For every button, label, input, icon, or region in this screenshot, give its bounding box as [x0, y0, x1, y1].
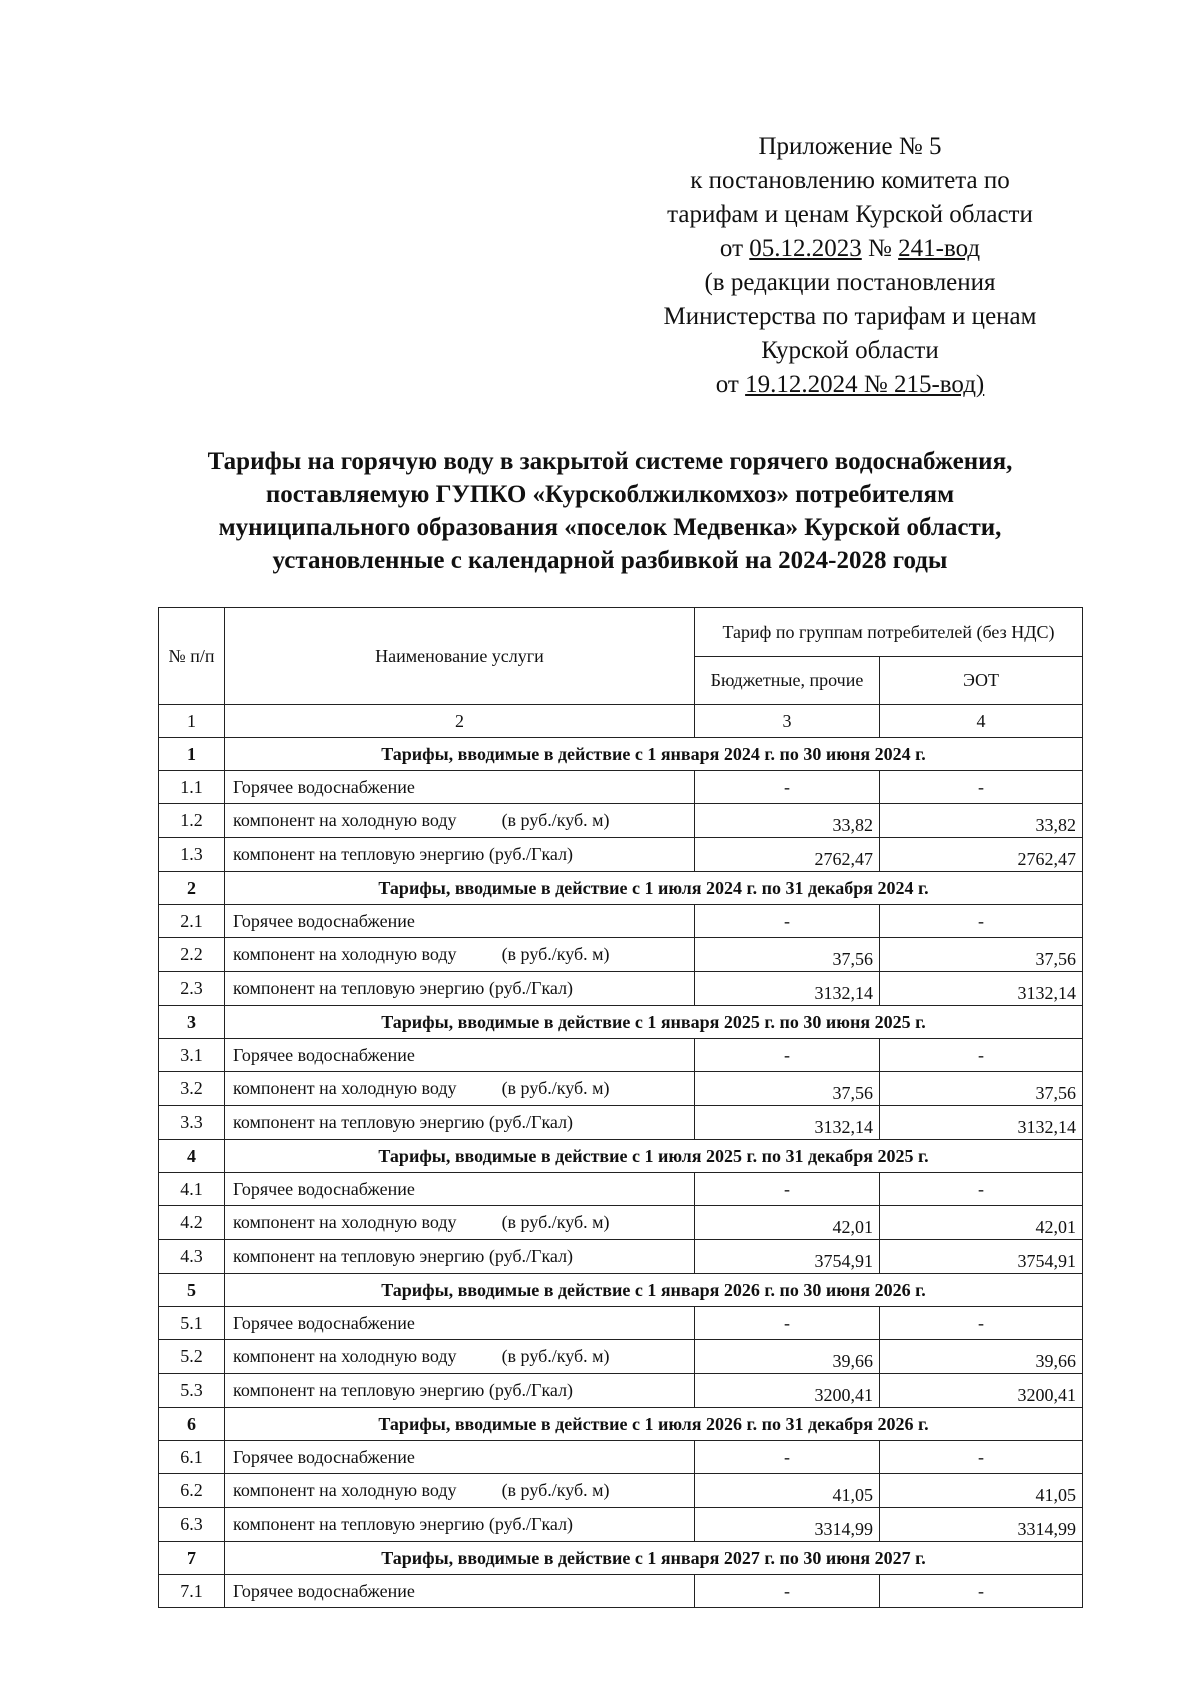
section-number: 7 — [159, 1542, 225, 1575]
budget-tariff: 3754,91 — [695, 1240, 880, 1274]
service-name-cell — [225, 1240, 695, 1274]
service-name-cell — [225, 1474, 695, 1508]
service-name-cell — [225, 1206, 695, 1240]
service-unit: (в руб./куб. м) — [501, 1212, 610, 1232]
header-tariff-group: Тариф по группам потребителей (без НДС) — [695, 608, 1083, 657]
row-number: 6.2 — [159, 1474, 225, 1508]
service-name-cell — [225, 1307, 695, 1340]
budget-tariff: - — [695, 771, 880, 804]
row-number: 4.2 — [159, 1206, 225, 1240]
table-row — [159, 771, 1083, 804]
service-name-cell — [225, 1039, 695, 1072]
column-number: 3 — [695, 705, 880, 738]
service-name: Горячее водоснабжение — [233, 1044, 415, 1065]
section-number: 1 — [159, 738, 225, 771]
service-name: компонент на тепловую энергию (руб./Гкал) — [233, 978, 574, 998]
row-number: 2.2 — [159, 938, 225, 972]
title-line: установленные с календарной разбивкой на 2024-2028 годы — [272, 547, 948, 574]
service-unit: (в руб./куб. м) — [501, 810, 610, 830]
eot-tariff: 3132,14 — [880, 972, 1083, 1006]
service-name-cell — [225, 1340, 695, 1374]
row-number: 6.3 — [159, 1508, 225, 1542]
section-row — [159, 1006, 1083, 1039]
annex-text: от — [719, 235, 750, 262]
budget-tariff: 33,82 — [695, 804, 880, 838]
table-row — [159, 1039, 1083, 1072]
title-line: Тарифы на горячую воду в закрытой системе горячего водоснабжения, — [207, 448, 1013, 475]
annex-text: от — [715, 371, 746, 398]
section-title: Тарифы, вводимые в действие с 1 июля 2025 г. по 31 декабря 2025 г. — [225, 1140, 1083, 1173]
section-title: Тарифы, вводимые в действие с 1 января 2024 г. по 30 июня 2024 г. — [225, 738, 1083, 771]
budget-tariff: - — [695, 1173, 880, 1206]
eot-tariff: - — [880, 1575, 1083, 1608]
service-name: компонент на холодную воду — [233, 810, 457, 830]
section-number: 4 — [159, 1140, 225, 1173]
table-row — [159, 972, 1083, 1006]
tariff-table — [158, 607, 1083, 1608]
budget-tariff: 3200,41 — [695, 1374, 880, 1408]
eot-tariff: - — [880, 905, 1083, 938]
row-number: 5.1 — [159, 1307, 225, 1340]
section-number: 2 — [159, 872, 225, 905]
eot-tariff: 3132,14 — [880, 1106, 1083, 1140]
service-name-cell — [225, 905, 695, 938]
service-name: компонент на холодную воду — [233, 1212, 457, 1232]
service-name: компонент на холодную воду — [233, 944, 457, 964]
section-number: 5 — [159, 1274, 225, 1307]
service-name-cell — [225, 1072, 695, 1106]
row-number: 3.2 — [159, 1072, 225, 1106]
section-row — [159, 872, 1083, 905]
eot-tariff: - — [880, 1039, 1083, 1072]
table-row — [159, 1474, 1083, 1508]
header-row — [159, 608, 1083, 657]
row-number: 1.1 — [159, 771, 225, 804]
eot-tariff: - — [880, 1173, 1083, 1206]
column-number: 4 — [880, 705, 1083, 738]
row-number: 1.3 — [159, 838, 225, 872]
annex-line: Приложение № 5 — [758, 133, 942, 160]
eot-tariff: 2762,47 — [880, 838, 1083, 872]
row-number: 5.3 — [159, 1374, 225, 1408]
service-name: компонент на холодную воду — [233, 1480, 457, 1500]
row-number: 7.1 — [159, 1575, 225, 1608]
service-name: Горячее водоснабжение — [233, 1446, 415, 1467]
row-number: 6.1 — [159, 1441, 225, 1474]
row-number: 3.3 — [159, 1106, 225, 1140]
eot-tariff: 3314,99 — [880, 1508, 1083, 1542]
section-title: Тарифы, вводимые в действие с 1 января 2027 г. по 30 июня 2027 г. — [225, 1542, 1083, 1575]
annex-line — [620, 368, 1080, 402]
service-name: Горячее водоснабжение — [233, 1178, 415, 1199]
eot-tariff: 3200,41 — [880, 1374, 1083, 1408]
row-number: 2.3 — [159, 972, 225, 1006]
service-name: Горячее водоснабжение — [233, 1312, 415, 1333]
table-row — [159, 1575, 1083, 1608]
service-name: компонент на тепловую энергию (руб./Гкал) — [233, 1380, 574, 1400]
title-line: муниципального образования «поселок Медвенка» Курской области, — [218, 514, 1002, 541]
budget-tariff: 39,66 — [695, 1340, 880, 1374]
table-row — [159, 1307, 1083, 1340]
resolution-number: 241-вод — [898, 235, 981, 262]
header-eot: ЭОТ — [880, 656, 1083, 705]
resolution-date: 05.12.2023 — [749, 235, 862, 262]
eot-tariff: 41,05 — [880, 1474, 1083, 1508]
service-name: Горячее водоснабжение — [233, 1580, 415, 1601]
table-row — [159, 1374, 1083, 1408]
service-name: компонент на тепловую энергию (руб./Гкал) — [233, 1514, 574, 1534]
service-name: компонент на тепловую энергию (руб./Гкал) — [233, 844, 574, 864]
eot-tariff: 37,56 — [880, 938, 1083, 972]
eot-tariff: - — [880, 1307, 1083, 1340]
budget-tariff: 37,56 — [695, 938, 880, 972]
column-number: 2 — [225, 705, 695, 738]
annex-line: (в редакции постановления — [704, 269, 996, 296]
service-name-cell — [225, 1575, 695, 1608]
section-row — [159, 1408, 1083, 1441]
service-name-cell — [225, 804, 695, 838]
service-name-cell — [225, 1173, 695, 1206]
table-row — [159, 1441, 1083, 1474]
amendment-reference: 19.12.2024 № 215-вод) — [745, 371, 985, 398]
service-unit: (в руб./куб. м) — [501, 1480, 610, 1500]
budget-tariff: - — [695, 1039, 880, 1072]
eot-tariff: 33,82 — [880, 804, 1083, 838]
document-title — [130, 445, 1090, 577]
service-unit: (в руб./куб. м) — [501, 1078, 610, 1098]
table-row — [159, 1173, 1083, 1206]
section-row — [159, 1542, 1083, 1575]
budget-tariff: - — [695, 905, 880, 938]
annex-block — [620, 130, 1080, 402]
budget-tariff: - — [695, 1441, 880, 1474]
annex-line — [620, 232, 1080, 266]
header-service: Наименование услуги — [225, 608, 695, 705]
section-row — [159, 1140, 1083, 1173]
header-budget: Бюджетные, прочие — [695, 656, 880, 705]
section-row — [159, 738, 1083, 771]
budget-tariff: 3314,99 — [695, 1508, 880, 1542]
budget-tariff: 42,01 — [695, 1206, 880, 1240]
service-name: компонент на холодную воду — [233, 1078, 457, 1098]
row-number: 2.1 — [159, 905, 225, 938]
service-name-cell — [225, 972, 695, 1006]
budget-tariff: 2762,47 — [695, 838, 880, 872]
section-title: Тарифы, вводимые в действие с 1 июля 2026 г. по 31 декабря 2026 г. — [225, 1408, 1083, 1441]
row-number: 3.1 — [159, 1039, 225, 1072]
table-row — [159, 1508, 1083, 1542]
table-row — [159, 1206, 1083, 1240]
service-name: компонент на тепловую энергию (руб./Гкал) — [233, 1112, 574, 1132]
section-title: Тарифы, вводимые в действие с 1 января 2026 г. по 30 июня 2026 г. — [225, 1274, 1083, 1307]
eot-tariff: 39,66 — [880, 1340, 1083, 1374]
title-line: поставляемую ГУПКО «Курскоблжилкомхоз» потребителям — [265, 481, 955, 508]
eot-tariff: 42,01 — [880, 1206, 1083, 1240]
budget-tariff: - — [695, 1307, 880, 1340]
column-number-row — [159, 705, 1083, 738]
table-row — [159, 1106, 1083, 1140]
annex-line: Курской области — [761, 337, 939, 364]
budget-tariff: - — [695, 1575, 880, 1608]
service-name-cell — [225, 1106, 695, 1140]
eot-tariff: 3754,91 — [880, 1240, 1083, 1274]
section-row — [159, 1274, 1083, 1307]
table-row — [159, 804, 1083, 838]
row-number: 5.2 — [159, 1340, 225, 1374]
section-title: Тарифы, вводимые в действие с 1 января 2025 г. по 30 июня 2025 г. — [225, 1006, 1083, 1039]
service-name-cell — [225, 1508, 695, 1542]
service-unit: (в руб./куб. м) — [501, 944, 610, 964]
annex-text: № — [861, 235, 899, 262]
row-number: 4.1 — [159, 1173, 225, 1206]
table-row — [159, 1340, 1083, 1374]
column-number: 1 — [159, 705, 225, 738]
budget-tariff: 3132,14 — [695, 972, 880, 1006]
table-row — [159, 1072, 1083, 1106]
table-row — [159, 905, 1083, 938]
eot-tariff: - — [880, 771, 1083, 804]
eot-tariff: 37,56 — [880, 1072, 1083, 1106]
table-row — [159, 938, 1083, 972]
section-number: 3 — [159, 1006, 225, 1039]
budget-tariff: 41,05 — [695, 1474, 880, 1508]
header-num: № п/п — [159, 608, 225, 705]
budget-tariff: 3132,14 — [695, 1106, 880, 1140]
table-row — [159, 838, 1083, 872]
annex-line: Министерства по тарифам и ценам — [663, 303, 1037, 330]
service-name-cell — [225, 838, 695, 872]
service-unit: (в руб./куб. м) — [501, 1346, 610, 1366]
section-number: 6 — [159, 1408, 225, 1441]
service-name-cell — [225, 938, 695, 972]
budget-tariff: 37,56 — [695, 1072, 880, 1106]
service-name-cell — [225, 1374, 695, 1408]
service-name: компонент на холодную воду — [233, 1346, 457, 1366]
eot-tariff: - — [880, 1441, 1083, 1474]
table-row — [159, 1240, 1083, 1274]
annex-line: тарифам и ценам Курской области — [667, 201, 1033, 228]
service-name: компонент на тепловую энергию (руб./Гкал) — [233, 1246, 574, 1266]
service-name: Горячее водоснабжение — [233, 910, 415, 931]
row-number: 4.3 — [159, 1240, 225, 1274]
section-title: Тарифы, вводимые в действие с 1 июля 2024 г. по 31 декабря 2024 г. — [225, 872, 1083, 905]
row-number: 1.2 — [159, 804, 225, 838]
service-name-cell — [225, 1441, 695, 1474]
service-name-cell — [225, 771, 695, 804]
service-name: Горячее водоснабжение — [233, 776, 415, 797]
annex-line: к постановлению комитета по — [690, 167, 1010, 194]
